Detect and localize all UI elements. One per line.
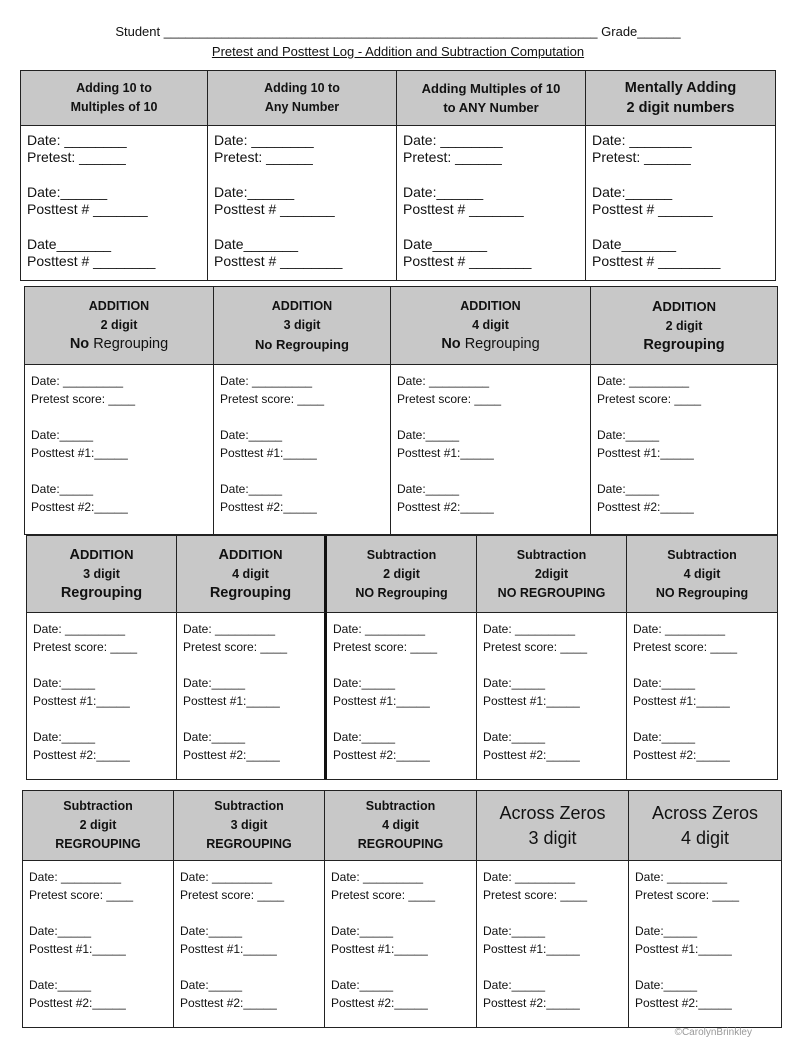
header-line: 2 digit numbers [626, 100, 735, 116]
date-field[interactable]: Date:______ [592, 184, 673, 200]
posttest-field[interactable]: Posttest #2:_____ [183, 748, 280, 762]
date-field[interactable]: Date: ________ [403, 132, 503, 148]
posttest-field[interactable]: Posttest #1:_____ [180, 942, 277, 956]
posttest-field[interactable]: Posttest #2:_____ [397, 500, 494, 514]
header-subtraction-3digit-regroup [174, 791, 325, 861]
pretest-field[interactable]: Pretest: ______ [27, 149, 126, 165]
date-field[interactable]: Date: _________ [220, 374, 313, 388]
header-across-zeros-4digit [629, 791, 781, 861]
pretest-field[interactable]: Pretest score: ____ [33, 640, 138, 654]
header-line: 4 digit [472, 318, 509, 332]
header-line: 2 digit [383, 566, 420, 581]
section-addition [24, 286, 778, 535]
posttest-field[interactable]: Posttest #1:_____ [31, 446, 128, 460]
header-line: Subtraction [667, 547, 737, 562]
header-addition-3digit-no-regroup [214, 287, 391, 365]
date-field[interactable]: Date:_____ [397, 428, 460, 442]
header-line: Across Zeros [651, 802, 759, 823]
header-line: Any Number [264, 100, 340, 114]
date-field[interactable]: Date:_____ [220, 428, 283, 442]
log-cell[interactable] [629, 861, 781, 1027]
date-field[interactable]: Date:_____ [180, 924, 243, 938]
header-line: Mentally Adding [624, 80, 737, 96]
section-subtraction [22, 790, 782, 1028]
date-field[interactable]: Date: _________ [29, 870, 122, 884]
pretest-field[interactable]: Pretest: ______ [403, 149, 502, 165]
header-adding-multiples [397, 71, 586, 126]
posttest-field[interactable]: Posttest #1:_____ [397, 446, 494, 460]
pretest-field[interactable]: Pretest score: ____ [483, 888, 588, 902]
header-line: No Regrouping [69, 336, 169, 352]
posttest-field[interactable]: Posttest #2:_____ [33, 748, 130, 762]
date-field[interactable]: Date:_____ [483, 676, 546, 690]
header-line: 4 digit [683, 566, 721, 581]
date-field[interactable]: Date: _________ [633, 622, 726, 636]
date-field[interactable]: Date: ________ [27, 132, 127, 148]
posttest-field[interactable]: Posttest # ________ [592, 253, 721, 269]
pretest-field[interactable]: Pretest score: ____ [331, 888, 436, 902]
date-field[interactable]: Date:_____ [180, 978, 243, 992]
date-field[interactable]: Date:______ [403, 184, 484, 200]
header-subtraction-2digit-no-regroup-caps [477, 536, 627, 613]
log-cell[interactable] [27, 613, 177, 779]
header-line: REGROUPING [206, 837, 292, 851]
date-field[interactable]: Date:_____ [633, 676, 696, 690]
header-line: ADDITION [218, 547, 283, 563]
date-field[interactable]: Date:_____ [483, 978, 546, 992]
date-field[interactable]: Date:_____ [483, 924, 546, 938]
date-field[interactable]: Date: _________ [597, 374, 690, 388]
header-line: REGROUPING [55, 837, 141, 851]
date-field[interactable]: Date:_____ [33, 730, 96, 744]
date-field[interactable]: Date:_____ [183, 730, 246, 744]
posttest-field[interactable]: Posttest #1:_____ [33, 694, 130, 708]
header-adding-10-any [208, 71, 397, 126]
header-line: 4 digit [382, 818, 419, 832]
page-title: Pretest and Posttest Log - Addition and Subtraction Computation [211, 44, 585, 59]
pretest-field[interactable]: Pretest score: ____ [597, 392, 702, 406]
header-line: 4 digit [232, 567, 269, 581]
posttest-field[interactable]: Posttest #2:_____ [483, 748, 580, 762]
pretest-field[interactable]: Pretest score: ____ [333, 640, 438, 654]
date-field[interactable]: Date: _________ [635, 870, 728, 884]
posttest-field[interactable]: Posttest # ________ [214, 253, 343, 269]
date-field[interactable]: Date:_____ [333, 730, 396, 744]
header-line: Adding 10 to [264, 81, 340, 95]
posttest-field[interactable]: Posttest #2:_____ [31, 500, 128, 514]
header-addition-4digit-no-regroup [391, 287, 591, 365]
date-field[interactable]: Date:_____ [29, 978, 92, 992]
header-line: Subtraction [516, 547, 587, 562]
header-line: Regrouping [60, 585, 143, 601]
posttest-field[interactable]: Posttest #1:_____ [597, 446, 694, 460]
posttest-field[interactable]: Posttest #1:_____ [29, 942, 126, 956]
date-field[interactable]: Date:_____ [331, 978, 394, 992]
header-line: ADDITION [271, 299, 333, 313]
header-subtraction-2digit-no-regroup [327, 536, 477, 613]
posttest-field[interactable]: Posttest #1:_____ [483, 694, 580, 708]
header-line: Adding Multiples of 10 [421, 81, 561, 96]
header-line: Subtraction [365, 799, 436, 813]
date-field[interactable]: Date:_____ [29, 924, 92, 938]
log-cell[interactable] [21, 126, 208, 280]
date-field[interactable]: Date:_____ [633, 730, 696, 744]
posttest-field[interactable]: Posttest #2:_____ [635, 996, 732, 1010]
copyright-notice: ©CarolynBrinkley [674, 1027, 752, 1038]
posttest-field[interactable]: Posttest # _______ [403, 201, 524, 217]
date-field[interactable]: Date: _________ [33, 622, 126, 636]
posttest-field[interactable]: Posttest #1:_____ [183, 694, 280, 708]
posttest-field[interactable]: Posttest #1:_____ [331, 942, 428, 956]
pretest-field[interactable]: Pretest score: ____ [397, 392, 502, 406]
date-field[interactable]: Date: ________ [214, 132, 314, 148]
date-field[interactable]: Date: _________ [331, 870, 424, 884]
posttest-field[interactable]: Posttest #1:_____ [220, 446, 317, 460]
date-field[interactable]: Date:_____ [33, 676, 96, 690]
date-field[interactable]: Date:_____ [635, 978, 698, 992]
date-field[interactable]: Date:_____ [597, 428, 660, 442]
header-subtraction-4digit-no-regroup [627, 536, 777, 613]
header-subtraction-4digit-regroup [325, 791, 477, 861]
header-line: 2 digit [79, 818, 117, 832]
posttest-field[interactable]: Posttest #1:_____ [633, 694, 730, 708]
date-field[interactable]: Date: _________ [180, 870, 273, 884]
date-field[interactable]: Date_______ [592, 236, 677, 252]
header-line: Subtraction [214, 799, 284, 813]
posttest-field[interactable]: Posttest # ________ [403, 253, 532, 269]
date-field[interactable]: Date:_____ [397, 482, 460, 496]
posttest-field[interactable]: Posttest # _______ [592, 201, 713, 217]
log-cell[interactable] [391, 365, 591, 534]
header-adding-10-multiples [21, 71, 208, 126]
header-line: 3 digit [528, 827, 577, 848]
header-addition-3digit-regroup [27, 536, 177, 613]
header-line: 3 digit [83, 567, 120, 581]
date-field[interactable]: Date: _________ [31, 374, 124, 388]
log-cell[interactable] [586, 126, 775, 280]
log-cell[interactable] [591, 365, 777, 534]
date-field[interactable]: Date:______ [27, 184, 108, 200]
posttest-field[interactable]: Posttest #2:_____ [220, 500, 317, 514]
log-cell[interactable] [25, 365, 214, 534]
log-cell[interactable] [214, 365, 391, 534]
log-cell[interactable] [208, 126, 397, 280]
header-mentally-adding [586, 71, 775, 126]
log-cell[interactable] [177, 613, 327, 779]
posttest-field[interactable]: Posttest # _______ [214, 201, 335, 217]
log-cell[interactable] [325, 861, 477, 1027]
header-line: ADDITION [652, 298, 716, 315]
date-field[interactable]: Date: ________ [592, 132, 692, 148]
header-across-zeros-3digit [477, 791, 629, 861]
date-field[interactable]: Date_______ [27, 236, 112, 252]
log-cell[interactable] [327, 613, 477, 779]
posttest-field[interactable]: Posttest #2:_____ [483, 996, 580, 1010]
header-line: NO Regrouping [655, 585, 749, 600]
header-line: ADDITION [69, 547, 134, 563]
section-addition-subtraction [26, 535, 778, 780]
pretest-field[interactable]: Pretest: ______ [592, 149, 691, 165]
section-adding-10 [20, 70, 776, 281]
header-line: No Regrouping [441, 336, 540, 352]
header-line: to ANY Number [443, 100, 539, 115]
date-field[interactable]: Date: _________ [397, 374, 490, 388]
pretest-field[interactable]: Pretest score: ____ [220, 392, 325, 406]
header-line: 2 digit [100, 318, 138, 332]
header-line: 4 digit [680, 827, 730, 848]
header-line: Subtraction [366, 547, 437, 562]
log-cell[interactable] [174, 861, 325, 1027]
pretest-field[interactable]: Pretest score: ____ [483, 640, 588, 654]
date-field[interactable]: Date: _________ [483, 622, 576, 636]
header-line: 3 digit [283, 318, 321, 332]
pretest-field[interactable]: Pretest score: ____ [183, 640, 288, 654]
log-cell[interactable] [627, 613, 777, 779]
log-cell[interactable] [477, 861, 629, 1027]
header-line: NO REGROUPING [497, 585, 606, 600]
posttest-field[interactable]: Posttest #2:_____ [29, 996, 126, 1010]
header-line: ADDITION [460, 299, 521, 313]
log-cell[interactable] [397, 126, 586, 280]
header-line: Regrouping [209, 585, 292, 601]
header-line: Subtraction [63, 799, 133, 813]
pretest-field[interactable]: Pretest score: ____ [31, 392, 136, 406]
date-field[interactable]: Date:_____ [220, 482, 283, 496]
pretest-field[interactable]: Pretest score: ____ [633, 640, 738, 654]
posttest-field[interactable]: Posttest # _______ [27, 201, 148, 217]
date-field[interactable]: Date:_____ [331, 924, 394, 938]
date-field[interactable]: Date:_____ [31, 428, 94, 442]
posttest-field[interactable]: Posttest #1:_____ [333, 694, 430, 708]
posttest-field[interactable]: Posttest # ________ [27, 253, 156, 269]
posttest-field[interactable]: Posttest #1:_____ [635, 942, 732, 956]
header-line: 3 digit [230, 818, 268, 832]
date-field[interactable]: Date:_____ [31, 482, 94, 496]
log-cell[interactable] [23, 861, 174, 1027]
header-subtraction-2digit-regroup [23, 791, 174, 861]
pretest-field[interactable]: Pretest score: ____ [635, 888, 740, 902]
pretest-field[interactable]: Pretest: ______ [214, 149, 313, 165]
date-field[interactable]: Date_______ [403, 236, 488, 252]
student-grade-line: Student ____________________________________________________________ Grade______ [115, 24, 681, 39]
date-field[interactable]: Date:______ [214, 184, 295, 200]
header-line: No Regrouping [255, 337, 349, 352]
pretest-field[interactable]: Pretest score: ____ [180, 888, 285, 902]
header-line: REGROUPING [357, 837, 444, 851]
header-line: Regrouping [643, 336, 725, 353]
posttest-field[interactable]: Posttest #2:_____ [180, 996, 277, 1010]
header-addition-2digit-no-regroup [25, 287, 214, 365]
date-field[interactable]: Date:_____ [483, 730, 546, 744]
log-cell[interactable] [477, 613, 627, 779]
date-field[interactable]: Date:_____ [183, 676, 246, 690]
date-field[interactable]: Date:_____ [597, 482, 660, 496]
posttest-field[interactable]: Posttest #2:_____ [633, 748, 730, 762]
date-field[interactable]: Date_______ [214, 236, 299, 252]
header-line: ADDITION [88, 299, 150, 313]
date-field[interactable]: Date: _________ [483, 870, 576, 884]
header-line: 2 digit [665, 318, 703, 333]
header-line: 2digit [534, 566, 569, 581]
header-line: Adding 10 to [76, 81, 152, 95]
pretest-field[interactable]: Pretest score: ____ [29, 888, 134, 902]
posttest-field[interactable]: Posttest #2:_____ [331, 996, 428, 1010]
date-field[interactable]: Date: _________ [333, 622, 426, 636]
header-line: NO Regrouping [355, 585, 448, 600]
posttest-field[interactable]: Posttest #1:_____ [483, 942, 580, 956]
header-line: Multiples of 10 [70, 100, 158, 114]
date-field[interactable]: Date: _________ [183, 622, 276, 636]
date-field[interactable]: Date:_____ [333, 676, 396, 690]
header-addition-2digit-regroup [591, 287, 777, 365]
header-addition-4digit-regroup [177, 536, 327, 613]
posttest-field[interactable]: Posttest #2:_____ [333, 748, 430, 762]
header-line: Across Zeros [499, 802, 606, 823]
date-field[interactable]: Date:_____ [635, 924, 698, 938]
posttest-field[interactable]: Posttest #2:_____ [597, 500, 694, 514]
